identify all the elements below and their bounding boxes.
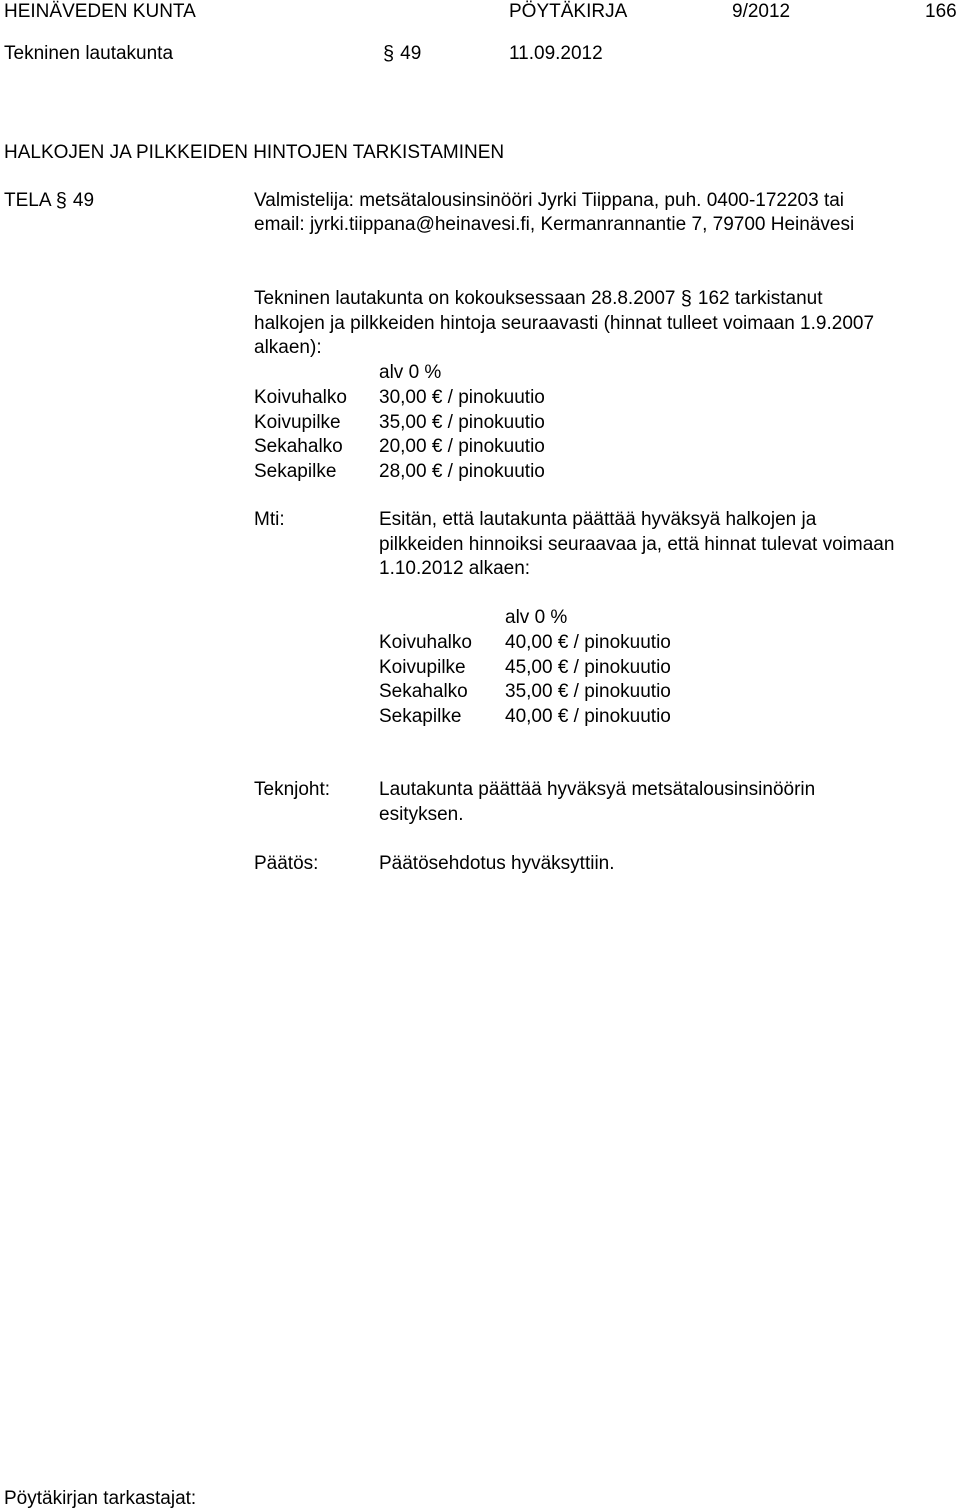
table-row: Koivupilke 45,00 € / pinokuutio (379, 656, 671, 678)
old-prices-table (254, 386, 654, 484)
proposal-line-3: 1.10.2012 alkaen: (379, 558, 531, 579)
section-sign: § (383, 43, 395, 65)
euro-sign: € (431, 436, 443, 457)
minutes-checkers-label: Pöytäkirjan tarkastajat: (4, 1488, 197, 1509)
case-number: 49 (72, 190, 95, 211)
document-number: 9/2012 (732, 1, 791, 22)
table-row: Koivuhalko 40,00 € / pinokuutio (379, 632, 671, 653)
decision-text: Päätösehdotus hyväksyttiin. (379, 853, 615, 874)
director-line-1: Lautakunta päättää hyväksyä metsätalousinsinöörin (379, 779, 816, 800)
header-section (383, 42, 421, 67)
euro-sign: € (557, 705, 569, 727)
meeting-date: 11.09.2012 (509, 43, 603, 64)
table-row: Koivuhalko 30,00 € / pinokuutio (254, 387, 545, 408)
old-prices-vat-header: alv 0 % (379, 362, 442, 383)
euro-sign: € (557, 656, 569, 678)
section-sign: § (680, 288, 692, 310)
table-row: Sekapilke 40,00 € / pinokuutio (379, 705, 671, 727)
committee-name: Tekninen lautakunta (4, 43, 174, 64)
section-sign: § (55, 190, 67, 212)
decision-label: Päätös: (254, 853, 319, 874)
euro-sign: € (431, 411, 443, 433)
euro-sign: € (431, 460, 443, 482)
director-label: Teknjoht: (254, 779, 331, 800)
background-line-1: Tekninen lautakunta on kokouksessaan 28.8.2007 § 162 tarkistanut (254, 288, 823, 310)
new-prices-vat-header: alv 0 % (505, 607, 568, 628)
euro-sign: € (557, 681, 569, 702)
euro-sign: € (431, 387, 443, 408)
proposal-label: Mti: (254, 509, 285, 530)
section-number: 49 (400, 43, 422, 64)
document-type: PÖYTÄKIRJA (509, 1, 628, 22)
director-line-2: esityksen. (379, 804, 464, 825)
preparer-line-2: email: jyrki.tiippana@heinavesi.fi, Kermanrannantie 7, 79700 Heinävesi (254, 214, 855, 235)
background-line-3: alkaen): (254, 337, 322, 358)
table-row: Sekahalko 35,00 € / pinokuutio (379, 681, 671, 702)
table-row: Sekahalko 20,00 € / pinokuutio (254, 436, 545, 457)
page-number: 166 (925, 1, 957, 22)
background-line-2: halkojen ja pilkkeiden hintoja seuraavasti (hinnat tulleet voimaan 1.9.2007 (254, 313, 875, 334)
new-prices-table (379, 631, 779, 729)
table-row: Koivupilke 35,00 € / pinokuutio (254, 411, 545, 433)
proposal-line-1: Esitän, että lautakunta päättää hyväksyä halkojen ja (379, 509, 817, 530)
preparer-line-1: Valmistelija: metsätalousinsinööri Jyrki Tiippana, puh. 0400-172203 tai (254, 190, 845, 211)
case-prefix: TELA (4, 190, 51, 211)
table-row: Sekapilke 28,00 € / pinokuutio (254, 460, 545, 482)
case-id (4, 189, 94, 214)
municipality-name: HEINÄVEDEN KUNTA (4, 1, 196, 22)
page-title: HALKOJEN JA PILKKEIDEN HINTOJEN TARKISTAMINEN (4, 142, 505, 163)
euro-sign: € (557, 632, 569, 653)
proposal-line-2: pilkkeiden hinnoiksi seuraavaa ja, että hinnat tulevat voimaan (379, 534, 895, 555)
